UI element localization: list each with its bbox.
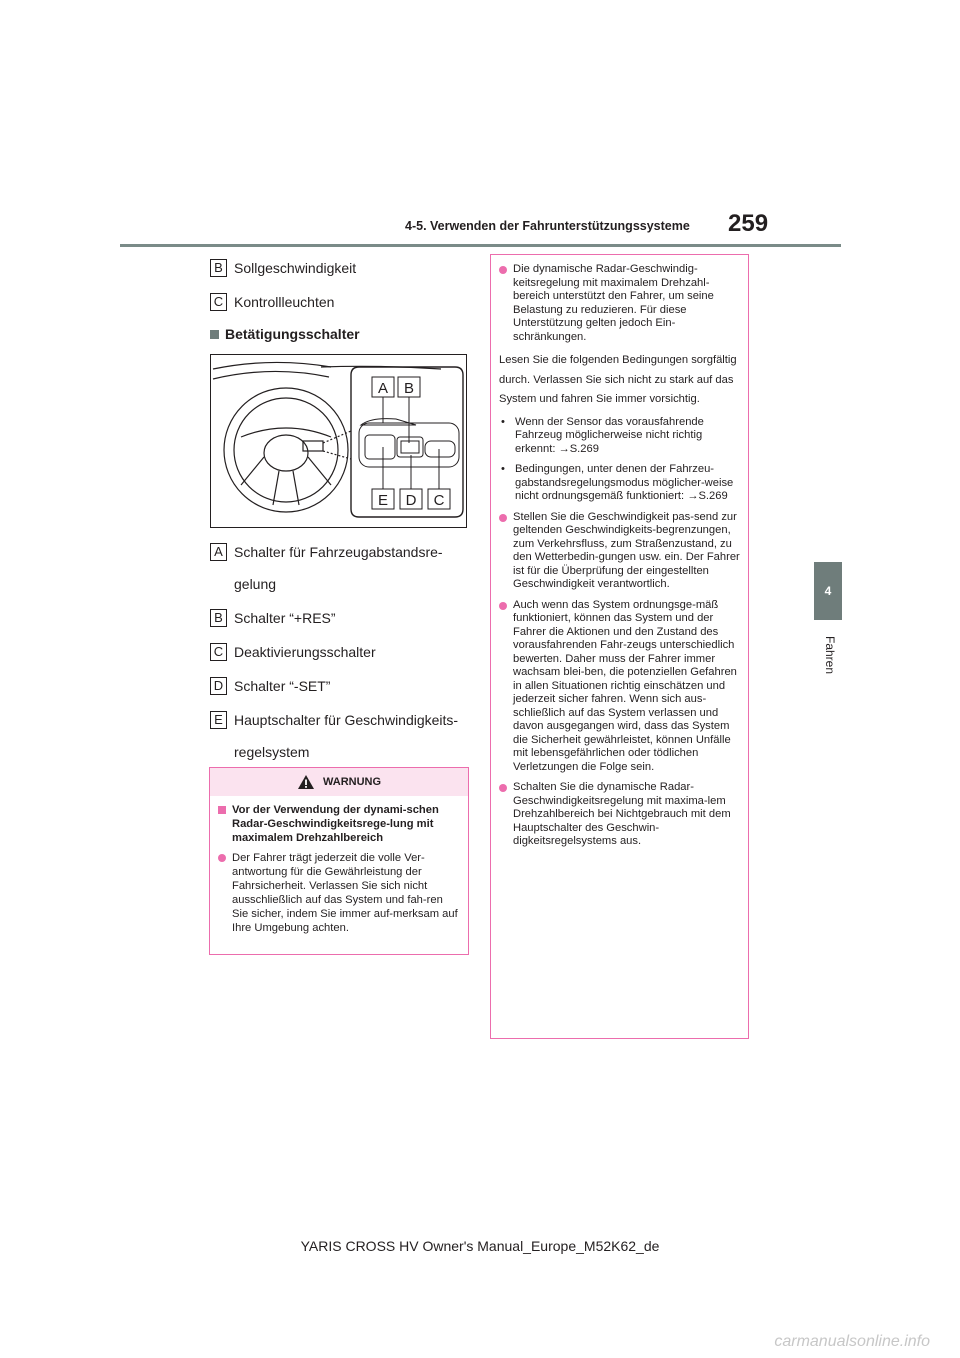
bullet-dot-icon xyxy=(499,514,507,522)
warning-subheading xyxy=(218,803,460,845)
info-item xyxy=(499,781,740,849)
steering-wheel-illustration xyxy=(211,355,466,527)
info-box xyxy=(490,254,749,1039)
page-number: 259 xyxy=(728,210,769,237)
chapter-label xyxy=(808,630,848,690)
info-item-text: Stellen Sie die Geschwindigkeit pas-send zur geltenden Geschwindigkeits-begrenzungen, zum Verkehrsfluss, zum Straßenzustand, zu den Wetterbedin-gungen usw. ein. Der Fahrer ist für die Überprüfung der eingestellten Geschwindigkeit verantwortlich. xyxy=(513,510,740,590)
label-continuation: gelung xyxy=(234,576,277,592)
label-item xyxy=(210,642,472,662)
warning-subheading-text: Vor der Verwendung der dynami-schen Radar-Geschwindigkeitsrege-lung mit maximalem Drehzahlbereich xyxy=(232,804,439,844)
label-item xyxy=(210,676,472,696)
header-divider xyxy=(120,244,841,247)
section-heading-text: Betätigungsschalter xyxy=(225,326,360,342)
warning-item xyxy=(218,851,460,935)
info-dash-item xyxy=(499,463,740,504)
label-line: Schalter für Fahrzeugabstandsre- xyxy=(234,544,443,560)
info-item-text: Auch wenn das System ordnungsge-mäß funktioniert, können das System und der Fahrer die Aktionen und den Zustand des vorausfahrenden Fahr-zeugs unterschiedlich bewerten. Daher muss der Fahrer immer wachsam blei-ben, die potenziellen Gefahren in allen Situationen richtig einschätzen und jederzeit sicher fahren. Wenn sich aus-schließlich auf das System verlassen und davon ausgegangen wird, dass das System die Sicherheit gewährleistet, können Unfälle mit lebensgefährlichen oder tödlichen Verletzungen die Folge sein. xyxy=(513,598,737,773)
label-text xyxy=(234,710,472,762)
label-text: Kontrollleuchten xyxy=(234,294,335,310)
warning-body xyxy=(210,796,468,935)
label-item xyxy=(210,608,472,628)
label-item xyxy=(210,258,472,278)
warning-item-text: Der Fahrer trägt jederzeit die volle Ver-antwortung für die Gewährleistung der Fahrsicherheit. Verlassen Sie sich nicht ausschließlich auf das System und fah-ren Sie sicher, indem Sie immer auf-merksam auf Ihre Umgebung achten. xyxy=(232,852,458,934)
callout-letter: C xyxy=(210,293,227,311)
figure-callout-e: E xyxy=(377,492,389,509)
label-item xyxy=(210,542,472,594)
bullet-dot-icon xyxy=(218,854,226,862)
callout-letter: A xyxy=(210,543,227,561)
dash-bullet: • xyxy=(501,463,505,475)
warning-triangle-icon xyxy=(297,774,315,790)
label-text: Deaktivierungsschalter xyxy=(234,644,376,660)
callout-letter: B xyxy=(210,259,227,277)
chapter-tab[interactable]: 4 xyxy=(814,562,842,620)
callout-letter: B xyxy=(210,609,227,627)
label-continuation: regelsystem xyxy=(234,744,310,760)
info-item xyxy=(499,599,740,775)
bullet-dot-icon xyxy=(499,602,507,610)
watermark: carmanualsonline.info xyxy=(774,1333,930,1350)
figure-callout-d: D xyxy=(405,492,417,509)
chapter-label-text: Fahren xyxy=(823,635,837,675)
info-dash-item xyxy=(499,416,740,457)
figure-callout-c: C xyxy=(433,492,445,509)
warning-title: WARNUNG xyxy=(322,776,382,788)
info-item-text: Schalten Sie die dynamische Radar-Geschwindigkeitsregelung mit maxima-lem Drehzahlbereich bei Nichtgebrauch mit dem Hauptschalter des Geschwin-digkeitsregelsystems aus. xyxy=(513,781,731,847)
warning-header xyxy=(210,768,468,796)
warning-box xyxy=(209,767,469,955)
info-paragraph: Lesen Sie die folgenden Bedingungen sorgfältig durch. Verlassen Sie sich nicht zu stark auf das System und fahren Sie immer vorsichtig. xyxy=(499,354,737,405)
callout-letter: D xyxy=(210,677,227,695)
label-text xyxy=(234,542,472,594)
section-heading xyxy=(210,326,472,342)
label-line: Hauptschalter für Geschwindigkeits- xyxy=(234,712,459,728)
square-bullet-icon xyxy=(218,806,226,814)
dash-bullet: • xyxy=(501,415,505,428)
square-bullet-icon xyxy=(210,330,219,339)
info-item xyxy=(499,263,740,344)
callout-letter: E xyxy=(210,711,227,729)
page-footer: YARIS CROSS HV Owner's Manual_Europe_M52K62_de xyxy=(300,1238,660,1254)
label-text: Schalter “+RES” xyxy=(234,610,336,626)
label-item xyxy=(210,292,472,312)
info-dash-text[interactable]: Bedingungen, unter denen der Fahrzeu-gabstandsregelungsmodus möglicher-weise nicht ordnungsgemäß funktioniert: →S.269 xyxy=(515,463,734,502)
info-dash-text[interactable]: Wenn der Sensor das vorausfahrende Fahrzeug möglicherweise nicht richtig erkennt: →S.269 xyxy=(515,415,704,455)
callout-letter: C xyxy=(210,643,227,661)
section-title: 4-5. Verwenden der Fahrunterstützungssysteme xyxy=(405,219,690,233)
label-text: Schalter “-SET” xyxy=(234,678,331,694)
info-item-text: Die dynamische Radar-Geschwindig-keitsregelung mit maximalem Drehzahl-bereich unterstützt den Fahrer, um seine Belastung zu reduzieren. Für diese Unterstützung gelten jedoch Ein-schränkungen. xyxy=(513,263,714,343)
left-column xyxy=(210,258,472,776)
steering-switch-figure xyxy=(210,354,467,528)
bullet-dot-icon xyxy=(499,266,507,274)
info-item xyxy=(499,511,740,592)
label-item xyxy=(210,710,472,762)
bullet-dot-icon xyxy=(499,784,507,792)
figure-callout-b: B xyxy=(403,380,415,397)
label-text: Sollgeschwindigkeit xyxy=(234,260,357,276)
figure-callout-a: A xyxy=(377,380,389,397)
